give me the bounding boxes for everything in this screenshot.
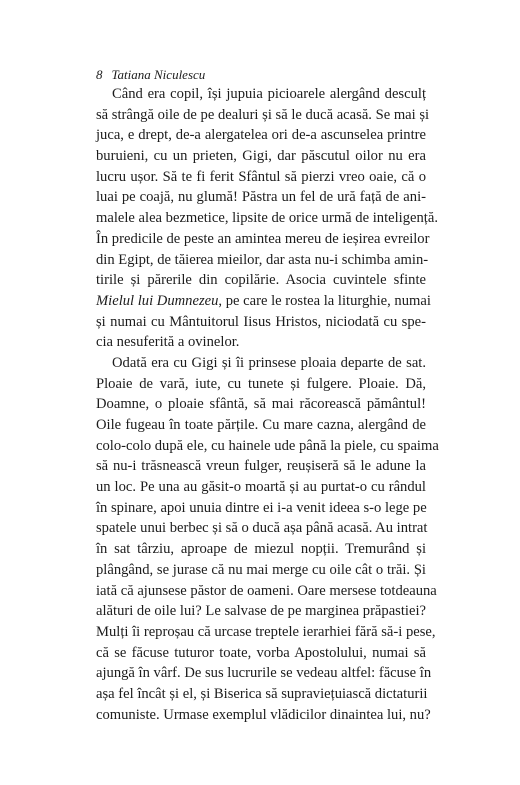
- text-line: [96, 684, 426, 705]
- text-segment: să strângă oile de pe dealuri și să le ducă acasă. Se mai și: [96, 106, 430, 123]
- text-line: [96, 250, 429, 271]
- text-segment: Mulți îi reproșau că urcase treptele ierarhiei fără să-i pese,: [96, 623, 436, 640]
- text-segment: că se făcuse tuturor toate, vorba Apostolului, numai să: [96, 644, 426, 661]
- page-number: 8: [96, 67, 103, 82]
- text-line: [96, 125, 426, 146]
- text-segment: luai pe coajă, nu glumă! Păstra un fel de ură față de ani-: [96, 189, 426, 206]
- text-line: [96, 291, 431, 312]
- text-segment: juca, e drept, de-a alergatelea ori de-a ascunselea printre: [96, 127, 426, 144]
- text-line: [96, 643, 426, 664]
- text-segment: , pe care le rostea la liturghie, numai: [218, 292, 431, 309]
- text-line: [96, 187, 426, 208]
- text-line: [96, 601, 426, 622]
- text-segment: Ploaie de vară, iute, cu tunete și fulgere. Ploaie. Dă,: [96, 375, 426, 392]
- text-line: [96, 394, 426, 415]
- text-line: [96, 415, 426, 436]
- text-segment: Odată era cu Gigi și îi prinsese ploaia departe de sat.: [112, 354, 426, 371]
- text-line: [96, 518, 426, 539]
- text-line: [96, 105, 430, 126]
- text-line: [96, 84, 426, 105]
- text-segment: în sat târziu, aproape de miezul nopții. Tremurând și: [96, 541, 426, 558]
- text-line: [96, 498, 426, 519]
- text-segment: lucru ușor. Să te fi ferit Sfântul să pierzi vreo oaie, că o: [96, 168, 426, 185]
- text-segment: Când era copil, își jupuia picioarele alergând desculț: [112, 86, 426, 102]
- text-segment: din Egipt, de tăierea mieilor, dar asta nu-i schimba amin-: [96, 251, 429, 268]
- text-segment: comuniste. Urmase exemplul vlădicilor dinaintea lui, nu?: [96, 706, 431, 723]
- text-line: [96, 332, 426, 353]
- text-line: [96, 581, 437, 602]
- text-segment: În predicile de peste an amintea mereu de ieșirea evreilor: [96, 230, 430, 247]
- text-segment: buruieni, cu un prieten, Gigi, dar păscutul oilor nu era: [96, 148, 426, 165]
- text-line: [96, 270, 426, 291]
- text-line: [96, 374, 426, 395]
- text-segment: plângând, se jurase că nu mai merge cu oile cât o trăi. Și: [96, 561, 426, 578]
- text-segment: în spinare, apoi unuia dintre ei i-a venit ideea s-o lege pe: [96, 499, 427, 516]
- text-line: [96, 229, 430, 250]
- text-segment: ajungă în vârf. De sus lucrurile se vedeau altfel: făcuse în: [96, 665, 432, 682]
- text-segment: malele alea bezmetice, lipsite de orice urmă de inteligență.: [96, 210, 438, 227]
- text-line: [96, 167, 426, 188]
- text-line: [96, 208, 438, 229]
- text-segment: spatele unui berbec și să o ducă așa până acasă. Au intrat: [96, 520, 428, 537]
- text-line: [96, 456, 426, 477]
- text-segment: tirile și părerile din copilărie. Asocia cuvintele sfinte: [96, 272, 426, 289]
- text-segment: colo-colo după ele, cu hainele ude până la piele, cu spaima: [96, 437, 439, 454]
- text-segment: Oile fugeau în toate părțile. Cu mare cazna, alergând de: [96, 417, 426, 433]
- text-line: [96, 353, 426, 374]
- text-segment: cia nesuferită a ovinelor.: [96, 334, 240, 351]
- text-segment: așa fel încât și el, și Biserica să supraviețuiască dictaturii: [96, 685, 428, 702]
- text-line: [96, 477, 426, 498]
- text-line: [96, 560, 426, 581]
- body-text: [96, 84, 439, 725]
- text-segment: Doamne, o ploaie sfântă, să mai răcorească pământul!: [96, 396, 426, 413]
- text-line: [96, 539, 426, 560]
- text-line: [96, 146, 426, 167]
- text-line: [96, 705, 431, 726]
- text-segment: alături de oile lui? Le salvase de pe marginea prăpastiei?: [96, 603, 426, 620]
- text-segment: și numai cu Mântuitorul Iisus Hristos, niciodată cu spe-: [96, 313, 426, 330]
- text-line: [96, 663, 432, 684]
- text-line: [96, 312, 426, 333]
- text-segment: iată că ajunsese păstor de oameni. Oare mersese totdeauna: [96, 582, 437, 599]
- running-header: [96, 67, 205, 83]
- text-segment: un loc. Pe una au găsit-o moartă și au purtat-o cu rândul: [96, 479, 426, 496]
- text-line: [96, 622, 436, 643]
- text-line: [96, 436, 439, 457]
- text-segment: să nu-i trăsnească vreun fulger, reușiseră să le adune la: [96, 458, 426, 475]
- running-header-author: Tatiana Niculescu: [111, 67, 206, 82]
- italic-phrase: Mielul lui Dumnezeu: [96, 292, 219, 309]
